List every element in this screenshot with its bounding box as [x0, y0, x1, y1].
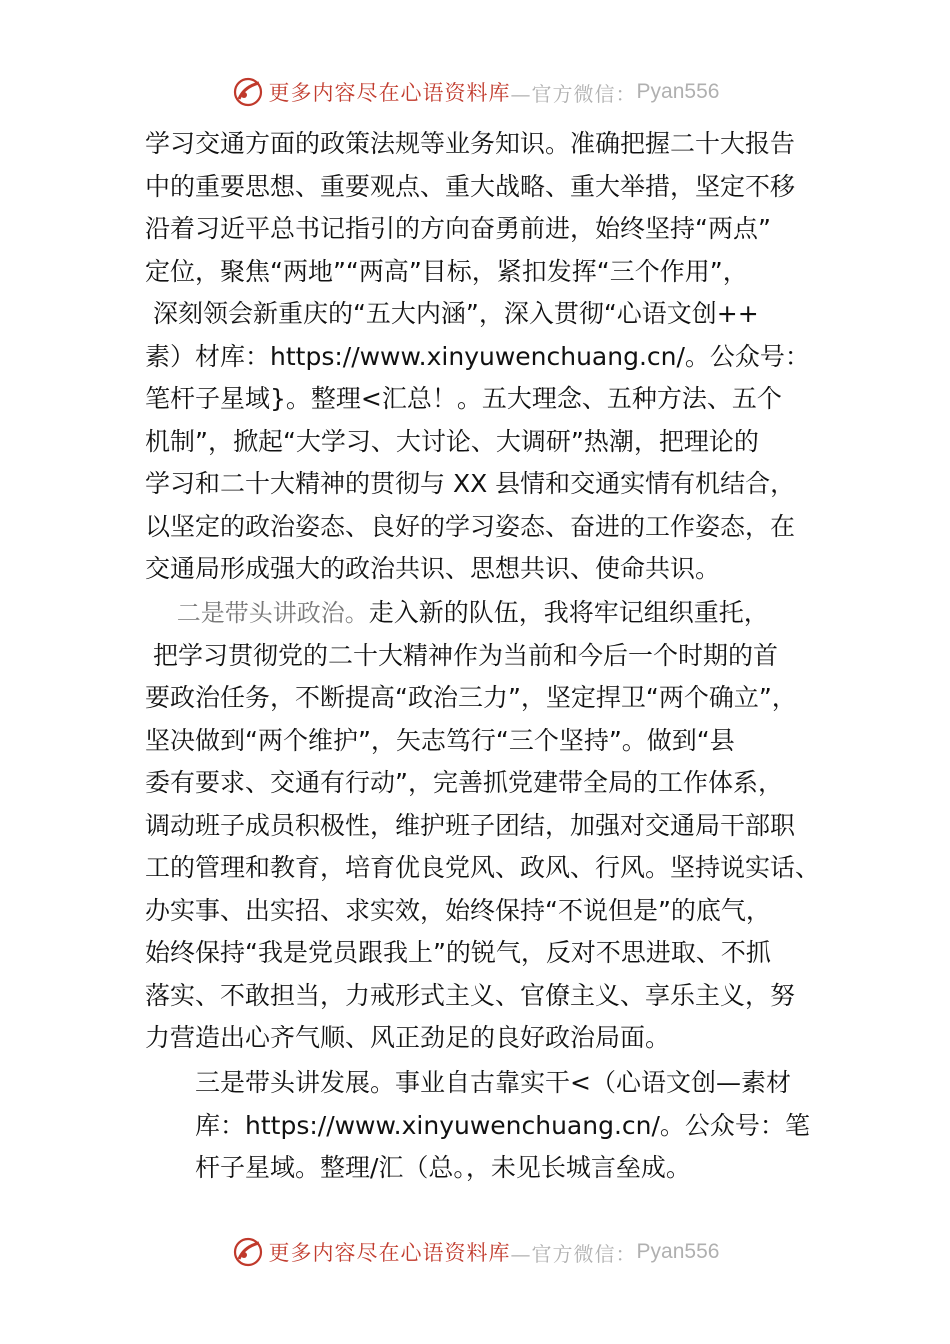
- paragraph-2-lead: 二是带头讲政治。: [176, 599, 369, 627]
- brand-logo-icon: [231, 1235, 265, 1269]
- paragraph-3: 三是带头讲发展。事业自古靠实干<（心语文创—素材 库：https://www.xinyuwenchuang.cn/。公众号：笔 杆子星域。整理/汇（总。，未见长城言垒成。: [195, 1068, 810, 1182]
- paragraph-2-text: 走入新的队伍，我将牢记组织重托， 把学习贯彻党的二十大精神作为当前和今后一个时期的首 要政治任务，不断提高“政治三力”，坚定捍卫“两个确立”， 坚决做到“两个维护”，矢志笃行“三个坚持”。做到“县 委有要求、交通有行动”，完善抓党建带全局的工作体系， 调动班子成员积极性，维护班子团结，加强对交通局干部职 工的管理和教育，培育优良党风、政风、行风。坚持说实话、 办实事、出实招、求实效，始终保持“不说但是”的底气， 始终保持“我是党员跟我上”的锐气，反对不思进取、不抓 落实、不敢担当，力戒形式主义、官僚主义、享乐主义，努 力营造出心齐气顺、风正劲足的良好政治局面。: [145, 598, 821, 1052]
- footer-separator: —官方微信：: [510, 1241, 637, 1266]
- footer-banner: [0, 1232, 950, 1272]
- header-wechat-id: Pyan556: [636, 80, 720, 103]
- paragraph-2: [145, 592, 820, 1060]
- paragraph-1: 学习交通方面的政策法规等业务知识。准确把握二十大报告 中的重要思想、重要观点、重大战略、重大举措，坚定不移 沿着习近平总书记指引的方向奋勇前进，始终坚持“两点” 定位，聚焦“两地”“两高”目标，紧扣发挥“三个作用”， 深刻领会新重庆的“五大内涵”，深入贯彻“心语文创++ 素）材库：https://www.xinyuwenchuang.cn/。公众号： 笔杆子星域}。整理<汇总！。五大理念、五种方法、五个 机制”，掀起“大学习、大讨论、大调研”热潮，把理论的 学习和二十大精神的贯彻与 XX 县情和交通实情有机结合， 以坚定的政治姿态、良好的学习姿态、奋进的工作姿态，在 交通局形成强大的政治共识、思想共识、使命共识。: [145, 129, 810, 583]
- header-brand-text: 更多内容尽在心语资料库: [268, 81, 511, 105]
- footer-brand-text: 更多内容尽在心语资料库: [268, 1241, 511, 1265]
- header-banner: [0, 72, 950, 112]
- footer-wechat-id: Pyan556: [636, 1240, 720, 1263]
- brand-logo-icon: [231, 75, 265, 109]
- header-separator: —官方微信：: [510, 81, 637, 106]
